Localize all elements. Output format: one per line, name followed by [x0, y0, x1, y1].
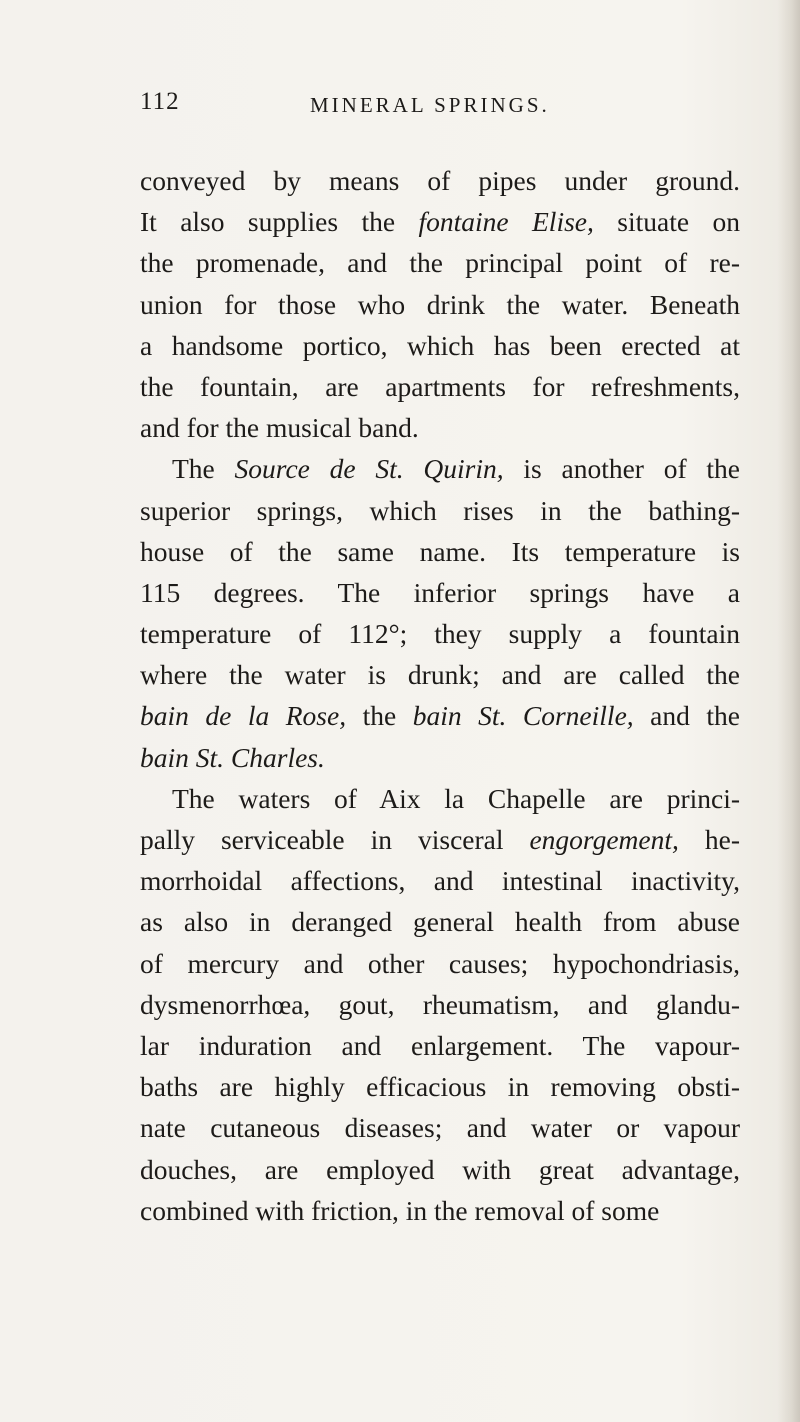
page-header: [140, 88, 740, 128]
text-line: [140, 531, 740, 572]
text-line: [140, 1066, 740, 1107]
italic-text: fontaine Elise,: [418, 206, 594, 238]
running-head: MINERAL SPRINGS.: [310, 93, 550, 117]
text-line: [140, 1025, 740, 1066]
text-line: [140, 943, 740, 984]
text-segment: is another of the: [503, 453, 740, 485]
text-segment: douches, are employed with great advantage,: [140, 1153, 740, 1185]
text-segment: The: [172, 453, 235, 485]
text-segment: of mercury and other causes; hypochondriasis,: [140, 947, 740, 979]
text-segment: and the: [633, 700, 740, 732]
text-line: [140, 860, 740, 901]
page-edge-shadow: [778, 0, 800, 1422]
text-segment: combined with friction, in the removal of some: [140, 1194, 660, 1226]
text-segment: pally serviceable in visceral: [140, 824, 530, 855]
italic-text: engorgement,: [529, 824, 679, 855]
text-line: [140, 201, 740, 242]
italic-text: bain St. Charles.: [140, 741, 325, 773]
text-segment: he-: [678, 824, 740, 855]
text-line: [140, 778, 740, 819]
text-segment: dysmenorrhœa, gout, rheumatism, and glandu-: [140, 988, 740, 1020]
text-segment: nate cutaneous diseases; and water or vapour: [140, 1112, 740, 1144]
text-segment: lar induration and enlargement. The vapour-: [140, 1029, 740, 1061]
italic-text: Source de St. Quirin,: [234, 453, 504, 485]
text-line: [140, 1190, 740, 1231]
text-segment: situate on: [593, 206, 740, 238]
text-segment: the: [346, 700, 413, 732]
text-segment: superior springs, which rises in the bathing-: [140, 494, 740, 526]
page-number: 112: [140, 88, 180, 115]
italic-text: bain de la Rose,: [140, 700, 347, 732]
text-line: [140, 737, 740, 778]
body-text: [140, 160, 740, 1231]
text-line: [140, 901, 740, 942]
text-line: [140, 448, 740, 489]
text-segment: The waters of Aix la Chapelle are princi-: [172, 782, 740, 814]
text-segment: union for those who drink the water. Beneath: [140, 288, 740, 320]
text-line: [140, 1149, 740, 1190]
text-segment: 115 degrees. The inferior springs have a: [140, 576, 740, 608]
text-segment: the promenade, and the principal point of re-: [140, 247, 740, 279]
text-segment: as also in deranged general health from abuse: [140, 906, 740, 938]
text-line: [140, 1107, 740, 1148]
text-segment: house of the same name. Its temperature is: [140, 535, 740, 567]
text-line: [140, 407, 740, 448]
text-segment: and for the musical band.: [140, 412, 419, 444]
text-segment: temperature of 112°; they supply a fountain: [140, 618, 740, 650]
text-line: [140, 695, 740, 736]
text-line: [140, 284, 740, 325]
text-line: [140, 819, 740, 860]
text-segment: It also supplies the: [140, 206, 419, 238]
italic-text: bain St. Corneille,: [412, 700, 634, 732]
text-segment: where the water is drunk; and are called the: [140, 659, 740, 691]
text-line: [140, 572, 740, 613]
text-segment: a handsome portico, which has been erected at: [140, 329, 740, 361]
text-line: [140, 654, 740, 695]
text-line: [140, 160, 740, 201]
text-segment: conveyed by means of pipes under ground.: [140, 165, 740, 196]
text-line: [140, 613, 740, 654]
text-line: [140, 984, 740, 1025]
text-segment: the fountain, are apartments for refreshments,: [140, 370, 740, 402]
text-segment: baths are highly efficacious in removing obsti-: [140, 1071, 740, 1103]
text-line: [140, 242, 740, 283]
text-line: [140, 325, 740, 366]
text-segment: morrhoidal affections, and intestinal inactivity,: [140, 865, 740, 897]
text-line: [140, 366, 740, 407]
text-line: [140, 490, 740, 531]
